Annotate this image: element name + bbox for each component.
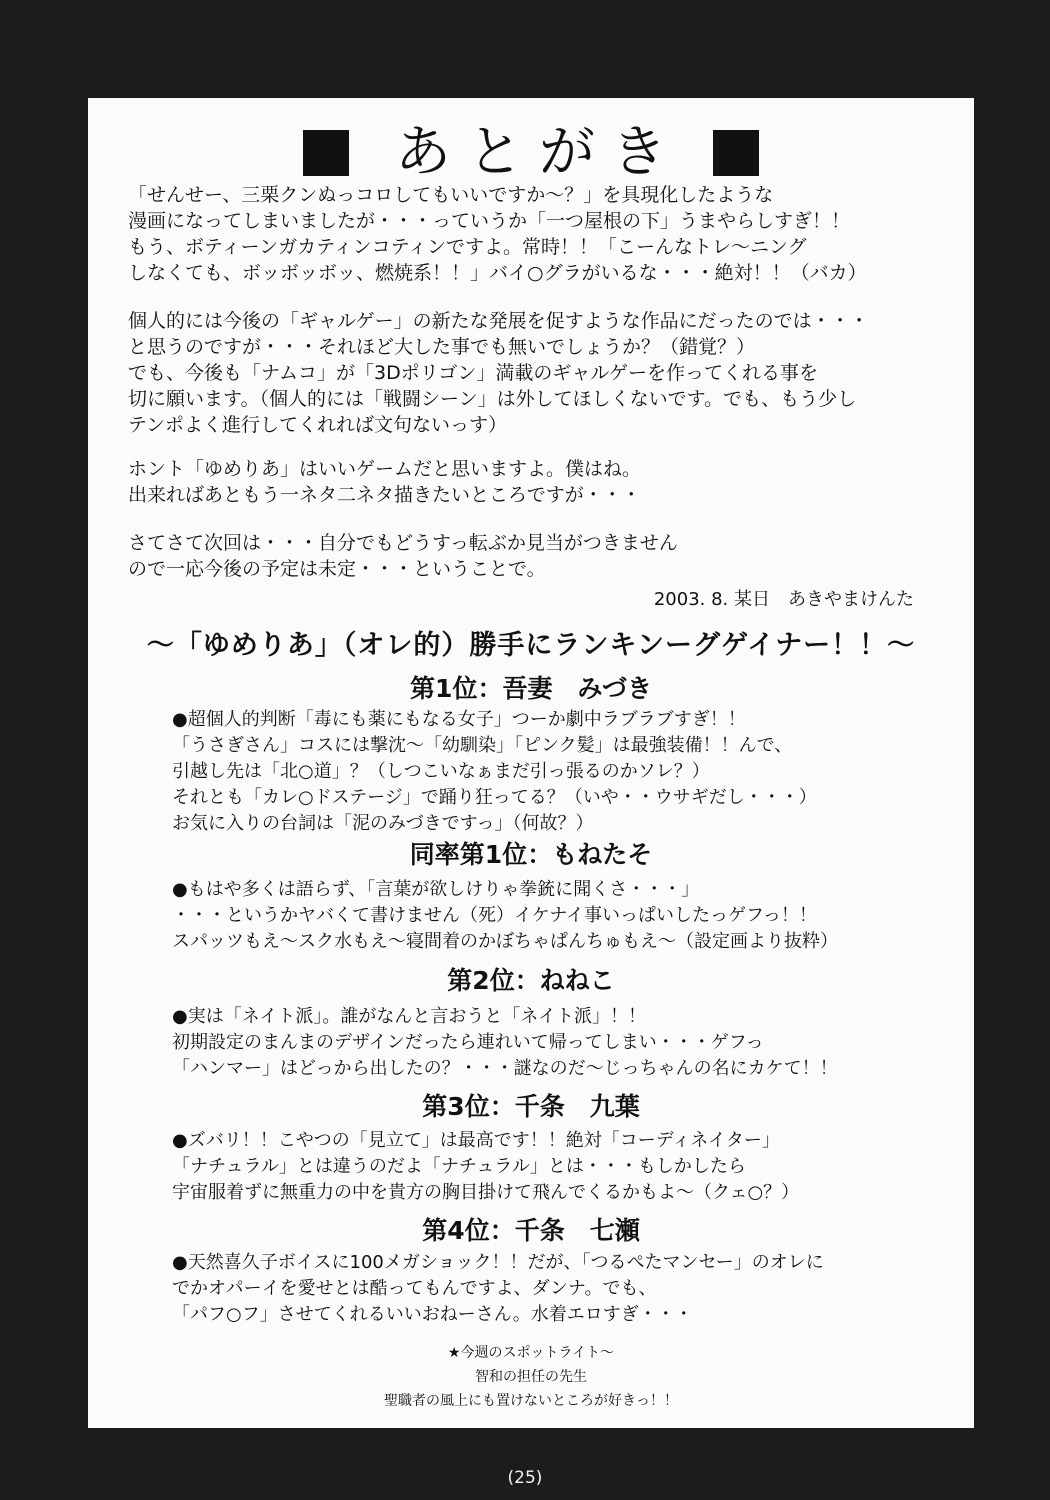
- ranking-body: [172, 1004, 952, 1082]
- text-line: 初期設定のまんまのデザインだったら連れいて帰ってしまい・・・ゲフっ: [172, 1032, 764, 1053]
- text-line: しなくても、ボッボッボッ、燃焼系！！」バイ○グラがいるな・・・絶対！！（バカ）: [128, 262, 867, 284]
- text-line: ●もはや多くは語らず、「言葉が欲しけりゃ拳銃に聞くさ・・・」: [172, 879, 700, 900]
- ranking-body: [172, 877, 952, 955]
- intro-paragraph: [128, 456, 958, 508]
- text-line: もう、ボティーンガカティンコティンですよ。常時！！「こーんなトレ～ニング: [128, 236, 807, 258]
- text-line: それとも「カレ○ドステージ」で踊り狂ってる？（いや・・ウサギだし・・・）: [172, 787, 817, 808]
- ranking-body: [172, 1128, 952, 1206]
- text-line: ●天然喜久子ボイスに100メガショック！！だが、「つるぺたマンセー」のオレに: [172, 1252, 824, 1273]
- ranking-title: 第2位：ねねこ: [447, 966, 615, 995]
- spotlight-comment: 聖職者の風上にも置けないところが好きっ！！: [384, 1393, 678, 1409]
- text-line: 出来ればあともう一ネタ二ネタ描きたいところですが・・・: [128, 484, 641, 506]
- text-line: 宇宙服着ずに無重力の中を貴方の胸目掛けて飛んでくるかもよ～（クェ○？）: [172, 1182, 800, 1203]
- page-number: (25): [507, 1468, 543, 1488]
- text-line: 「うさぎさん」コスには撃沈～「幼馴染」「ピンク髪」は最強装備！！んで、: [172, 735, 793, 756]
- intro-paragraph: [128, 530, 958, 582]
- afterword-page: [88, 98, 974, 1428]
- intro-paragraph: [128, 308, 958, 438]
- intro-paragraph: [128, 182, 958, 286]
- text-line: 「パフ○フ」させてくれるいいおねーさん。水着エロすぎ・・・: [172, 1304, 693, 1325]
- text-line: でかオパーイを愛せとは酷ってもんですよ、ダンナ。でも、: [172, 1278, 657, 1299]
- square-bullet-icon: [713, 130, 759, 176]
- text-line: ●実は「ネイト派」。誰がなんと言おうと「ネイト派」！！: [172, 1006, 646, 1027]
- text-line: お気に入りの台詞は「泥のみづきですっ」（何故？）: [172, 813, 594, 834]
- signature: 2003. 8. 某日 あきやまけんた: [653, 589, 914, 610]
- spotlight-note: [88, 1341, 974, 1413]
- text-line: ホント「ゆめりあ」はいいゲームだと思いますよ。僕はね。: [128, 458, 642, 480]
- text-line: テンポよく進行してくれれば文句ないっす）: [128, 414, 508, 436]
- text-line: スパッツもえ～スク水もえ～寝間着のかぼちゃぱんちゅもえ～（設定画より抜粋）: [172, 931, 838, 952]
- text-line: ・・・というかヤバくて書けません（死）イケナイ事いっぱいしたっゲフっ！！: [172, 905, 817, 926]
- ranking-body: [172, 707, 952, 837]
- spotlight-subject: 智和の担任の先生: [475, 1369, 587, 1385]
- text-line: 切に願います。（個人的には「戦闘シーン」は外してほしくないです。でも、もう少し: [128, 388, 857, 410]
- text-line: ●超個人的判断「毒にも薬にもなる女子」つーか劇中ラブラブすぎ！！: [172, 709, 746, 730]
- text-line: 漫画になってしまいましたが・・・っていうか「一つ屋根の下」うまやらしすぎ！！: [128, 210, 851, 232]
- ranking-header: ～「ゆめりあ」（オレ的）勝手にランキンーグゲイナー！！～: [146, 630, 916, 661]
- text-line: 「ハンマー」はどっから出したの？・・・謎なのだ～じっちゃんの名にカケて！！: [172, 1058, 838, 1079]
- ranking-title: 第3位：千条 九葉: [422, 1092, 640, 1121]
- ranking-title: 第1位：吾妻 みづき: [410, 674, 652, 703]
- text-line: さてさて次回は・・・自分でもどうすっ転ぶか見当がつきません: [128, 532, 678, 554]
- ranking-title: 同率第1位：もねたそ: [409, 840, 653, 869]
- text-line: ●ズバリ！！こやつの「見立て」は最高です！！絶対「コーディネイター」: [172, 1130, 780, 1151]
- text-line: 「ナチュラル」とは違うのだよ「ナチュラル」とは・・・もしかしたら: [172, 1156, 746, 1177]
- square-bullet-icon: [303, 130, 349, 176]
- title-row: [88, 118, 974, 188]
- spotlight-heading: ★今週のスポットライト～: [447, 1345, 615, 1361]
- ranking-title: 第4位：千条 七瀬: [422, 1216, 640, 1245]
- ranking-body: [172, 1250, 952, 1328]
- text-line: ので一応今後の予定は未定・・・ということで。: [128, 558, 546, 580]
- text-line: でも、今後も「ナムコ」が「3Dポリゴン」満載のギャルゲーを作ってくれる事を: [128, 362, 819, 384]
- text-line: 引越し先は「北○道」？（しつこいなぁまだ引っ張るのかソレ？）: [172, 761, 710, 782]
- text-line: 個人的には今後の「ギャルゲー」の新たな発展を促すような作品にだったのでは・・・: [128, 310, 869, 332]
- text-line: と思うのですが・・・それほど大した事でも無いでしょうか？（錯覚？）: [128, 336, 756, 358]
- page-title: あとがき: [395, 120, 683, 185]
- text-line: 「せんせー、三栗クンぬっコロしてもいいですか～？」を具現化したような: [128, 184, 774, 206]
